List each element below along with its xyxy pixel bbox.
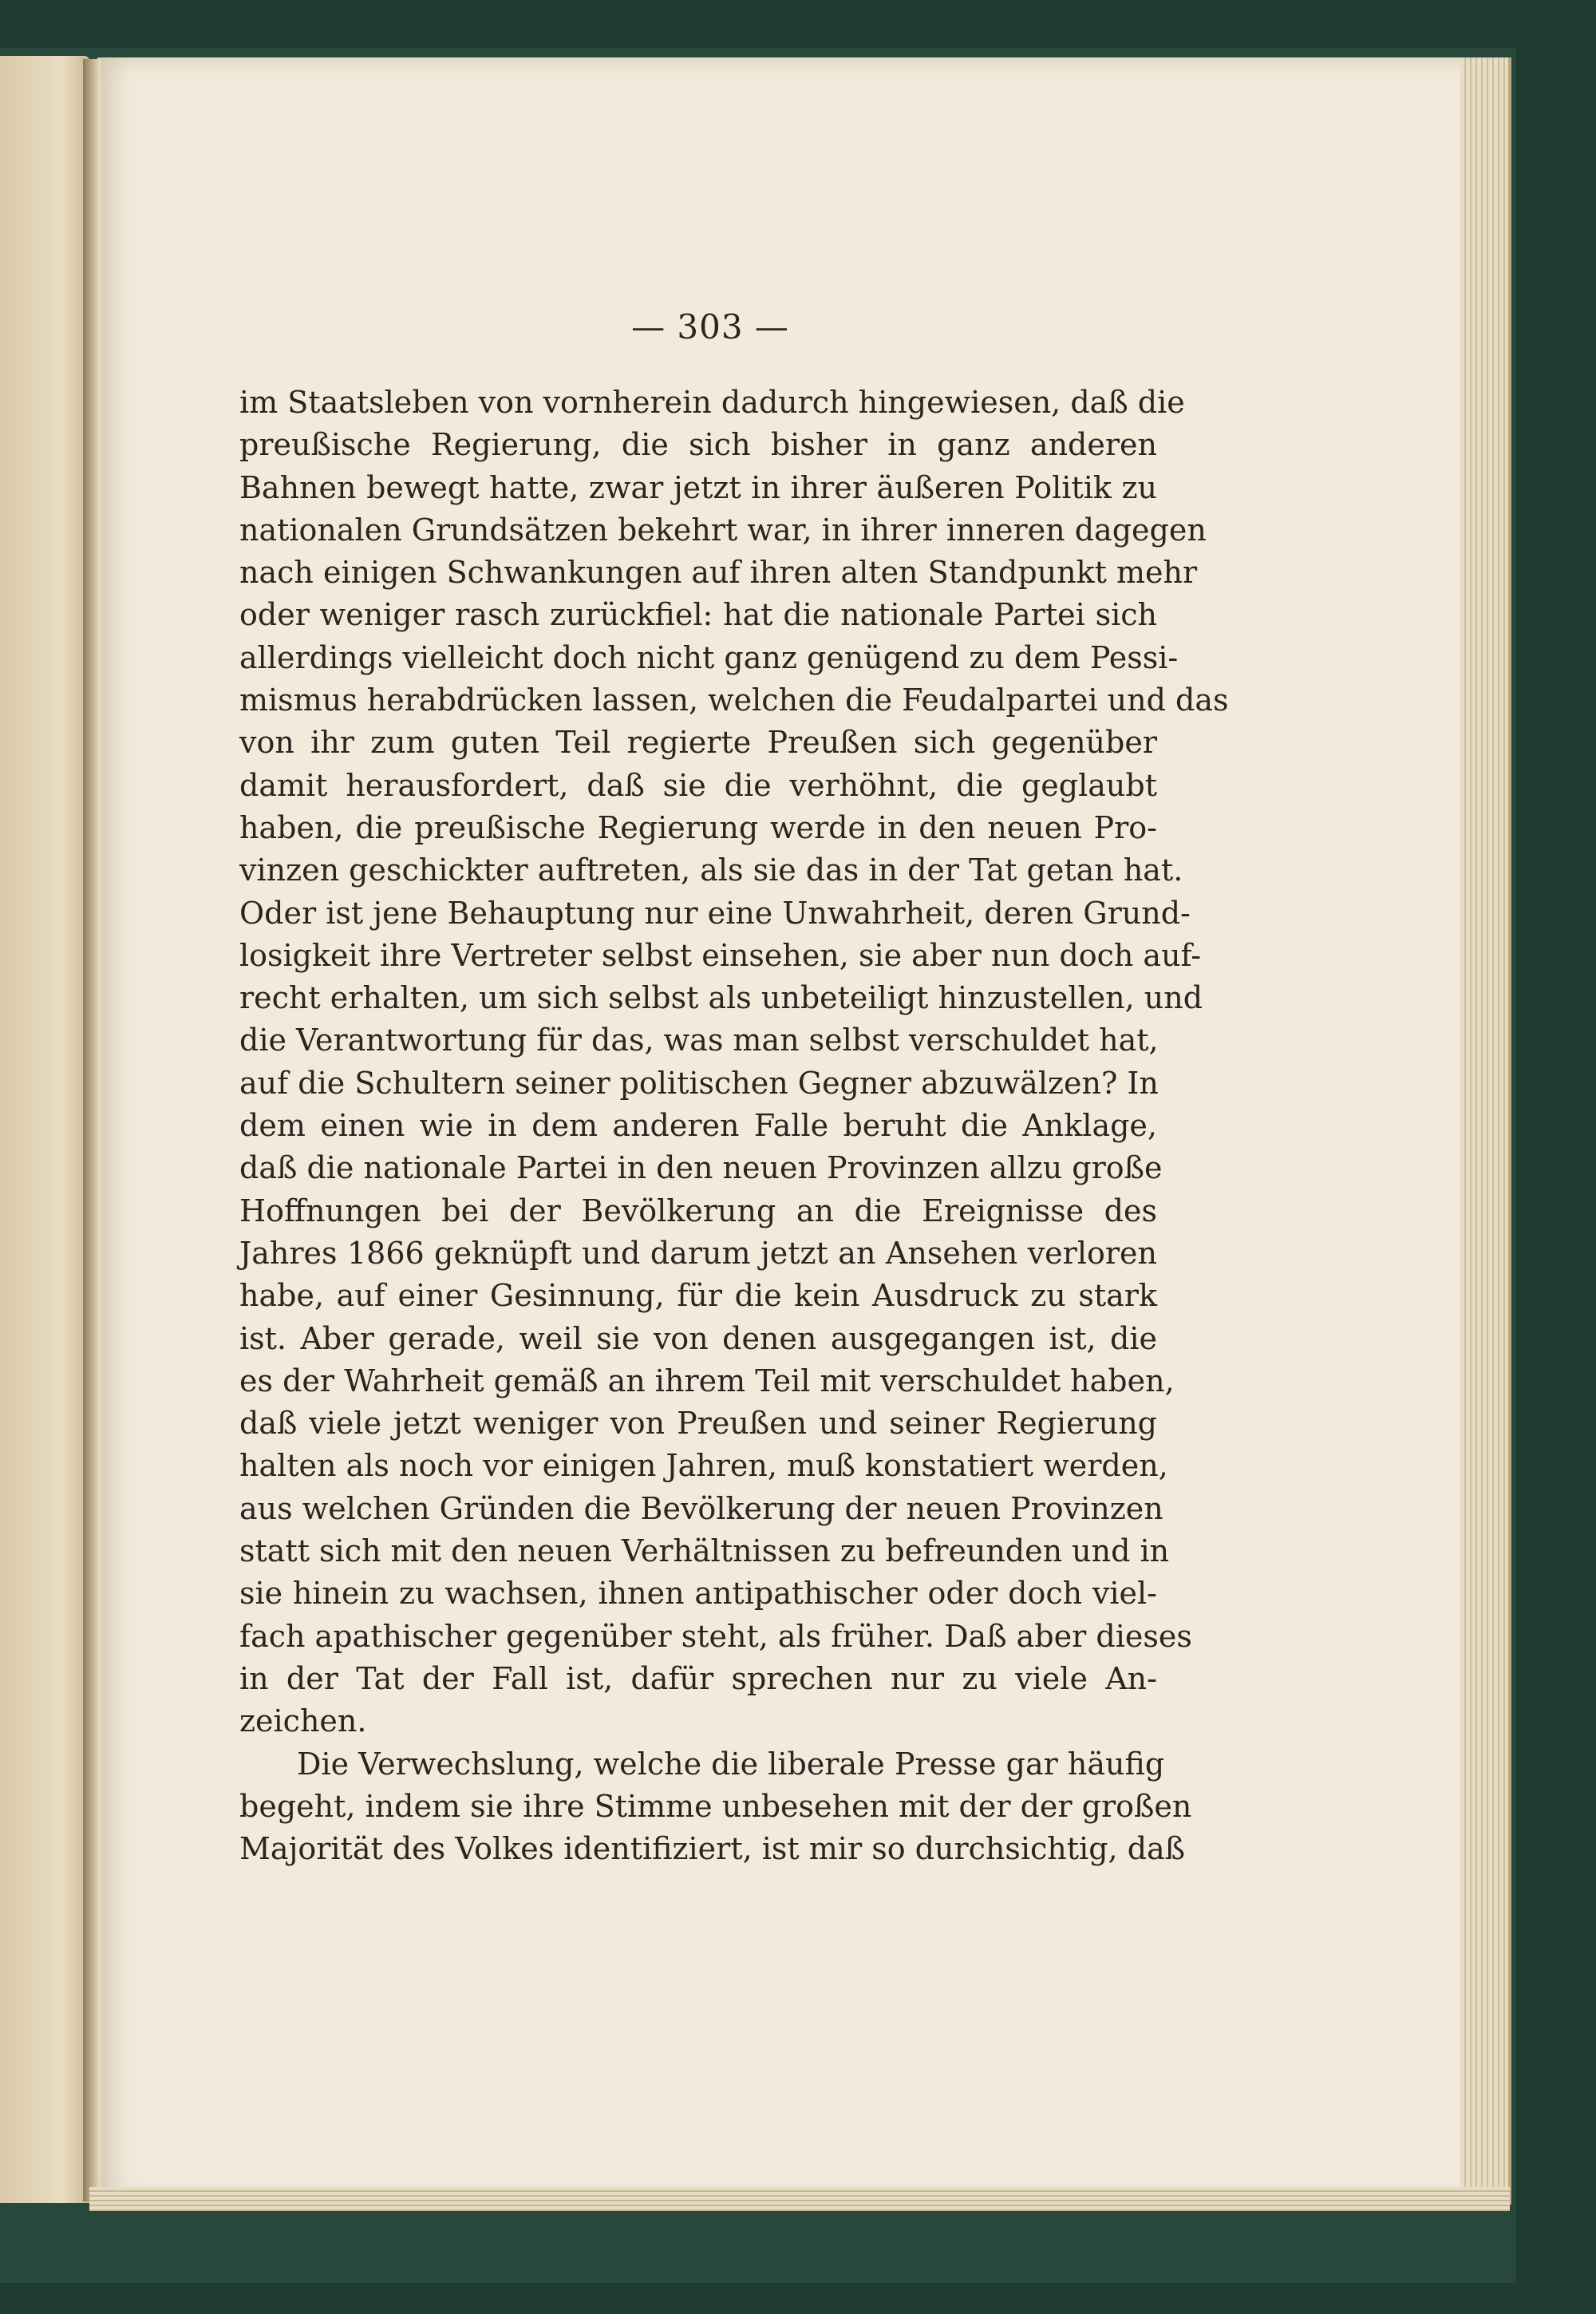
body-text	[239, 382, 1229, 1870]
page-stack-edge	[1460, 57, 1511, 2205]
text-line: nach einigen Schwankungen auf ihren alten Standpunkt mehr	[239, 555, 1198, 591]
text-line: in der Tat der Fall ist, dafür sprechen nur zu viele An-	[239, 1660, 1157, 1696]
text-line: die Verantwortung für das, was man selbst verschuldet hat,	[239, 1023, 1159, 1058]
text-line: mismus herabdrücken lassen, welchen die Feudalpartei und das	[239, 682, 1229, 718]
text-line: halten als noch vor einigen Jahren, muß konstatiert werden,	[239, 1448, 1168, 1484]
page-bottom-edge	[89, 2187, 1510, 2211]
text-line: ist. Aber gerade, weil sie von denen ausgegangen ist, die	[239, 1320, 1157, 1356]
text-line: begeht, indem sie ihre Stimme unbesehen mit der der großen	[239, 1788, 1192, 1824]
left-page-edge	[0, 56, 89, 2203]
text-line: zeichen.	[239, 1703, 367, 1739]
text-line: dem einen wie in dem anderen Falle beruht die Anklage,	[239, 1108, 1157, 1144]
text-line: Jahres 1866 geknüpft und darum jetzt an Ansehen verloren	[239, 1235, 1157, 1271]
text-line: sie hinein zu wachsen, ihnen antipathischer oder doch viel-	[239, 1576, 1157, 1612]
text-line: habe, auf einer Gesinnung, für die kein Ausdruck zu stark	[239, 1278, 1157, 1314]
text-line: preußische Regierung, die sich bisher in ganz anderen	[239, 427, 1157, 463]
text-line: Bahnen bewegt hatte, zwar jetzt in ihrer äußeren Politik zu	[239, 469, 1157, 505]
text-line: Oder ist jene Behauptung nur eine Unwahrheit, deren Grund-	[239, 895, 1191, 931]
text-line: vinzen geschickter auftreten, als sie das in der Tat getan hat.	[239, 852, 1183, 888]
text-line: es der Wahrheit gemäß an ihrem Teil mit verschuldet haben,	[239, 1363, 1175, 1398]
text-line: nationalen Grundsätzen bekehrt war, in ihrer inneren dagegen	[239, 512, 1207, 548]
text-line: losigkeit ihre Vertreter selbst einsehen, sie aber nun doch auf-	[239, 937, 1202, 973]
text-line: im Staatsleben von vornherein dadurch hingewiesen, daß die	[239, 385, 1185, 420]
text-line: Die Verwechslung, welche die liberale Presse gar häufig	[297, 1746, 1165, 1782]
book-gutter	[83, 59, 101, 2201]
text-line: auf die Schultern seiner politischen Gegner abzuwälzen? In	[239, 1065, 1159, 1101]
text-line: damit herausfordert, daß sie die verhöhnt, die geglaubt	[239, 767, 1157, 803]
text-line: daß die nationale Partei in den neuen Provinzen allzu große	[239, 1150, 1163, 1186]
text-line: fach apathischer gegenüber steht, als früher. Daß aber dieses	[239, 1618, 1192, 1654]
text-line: Majorität des Volkes identifiziert, ist mir so durchsichtig, daß	[239, 1831, 1186, 1867]
text-line: aus welchen Gründen die Bevölkerung der neuen Provinzen	[239, 1490, 1163, 1526]
text-line: oder weniger rasch zurückfiel: hat die nationale Partei sich	[239, 597, 1157, 633]
text-line: Hoffnungen bei der Bevölkerung an die Ereignisse des	[239, 1193, 1157, 1228]
text-line: recht erhalten, um sich selbst als unbeteiligt hinzustellen, und	[239, 980, 1203, 1016]
text-line: haben, die preußische Regierung werde in den neuen Pro-	[239, 809, 1157, 845]
text-line: daß viele jetzt weniger von Preußen und seiner Regierung	[239, 1406, 1157, 1442]
text-line: von ihr zum guten Teil regierte Preußen sich gegenüber	[239, 725, 1157, 761]
text-line: allerdings vielleicht doch nicht ganz genügend zu dem Pessi-	[239, 639, 1179, 675]
text-line: statt sich mit den neuen Verhältnissen zu befreunden und in	[239, 1533, 1170, 1569]
page-number: — 303 —	[631, 307, 789, 346]
